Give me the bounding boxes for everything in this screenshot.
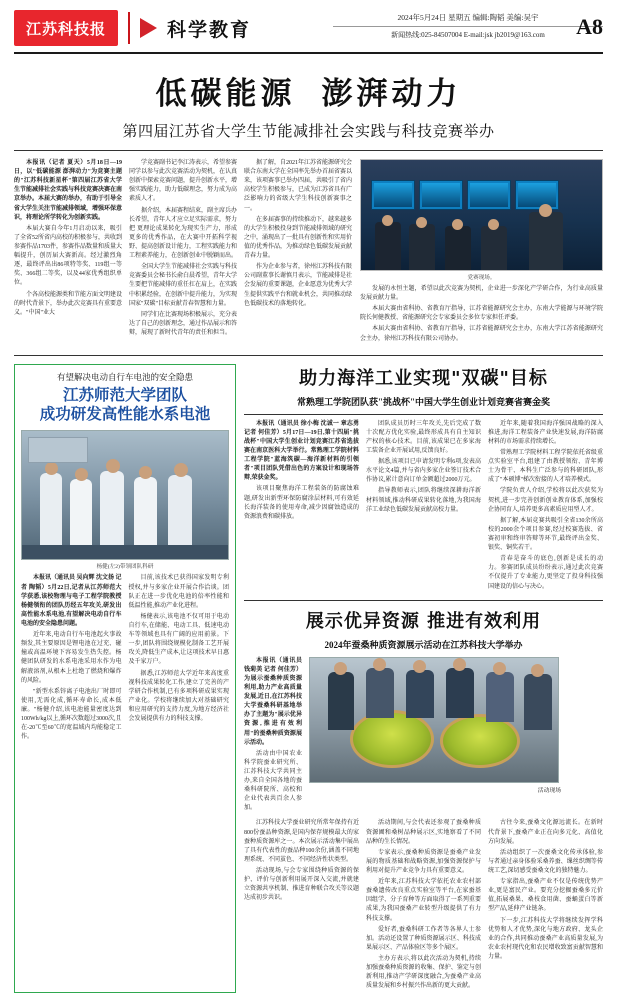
divider-rule (14, 150, 603, 151)
lead-headline-part2: 澎湃动力 (321, 76, 462, 112)
silkworm-title: 展示优异资源 推进有效利用 (305, 610, 542, 632)
lead-headline-block (14, 68, 603, 141)
marine-title: 助力海洋工业实现"双碳"目标 (299, 367, 548, 389)
battery-col-1 (21, 574, 122, 744)
section-title: 科学教育 (167, 19, 252, 41)
paragraph: 该项目聚焦海洋工程装备的防腐蚀难题,研发出新型环保防腐涂层材料,可有效延长海洋装备的使用寿命,减少因腐蚀造成的资源浪费和碳排放。 (244, 486, 359, 520)
battery-title-line1: 江苏师范大学团队 (62, 385, 187, 404)
masthead-divider (128, 12, 130, 44)
divider-rule-4 (244, 600, 603, 601)
lead-headline-part1: 低碳能源 (155, 76, 296, 112)
lead-story-text-columns (14, 159, 352, 346)
marine-subtitle: 常熟理工学院团队获"挑战杯"中国大学生创业计划竞赛省赛金奖 (297, 396, 550, 407)
paragraph: 同学们在比赛现场积极展示，充分表达了自己的创新理念，通过作品展示和答辩，展现了新时代青年的责任和担当。 (129, 311, 238, 336)
middle-section (14, 364, 603, 993)
paragraph: 据了解,本届竞赛共吸引全省130余所高校的2000余个项目参赛,经过校赛选拔、省赛初审和终审答辩等环节,最终评出金奖、银奖、铜奖若干。 (488, 517, 603, 552)
paragraph: 指导教师表示,团队将继续深耕海洋新材料领域,推动科研成果转化落地,为我国海洋工业绿色低碳发展贡献高校力量。 (366, 488, 481, 513)
silkworm-story (244, 607, 603, 993)
paragraph: 个各高校能源类和节能方面文明建设的时代背景下，举办此次竞赛具有重要意义。"中国"业大 (14, 291, 123, 316)
silkworm-col-b (366, 819, 481, 993)
lead-story-photos (360, 159, 603, 346)
paragraph: 据介绍，本届赛程结束，副主席兵办长希望，青年人才应立足实际需求，努力把 更理论成果转化为现实生产力，形成更多的优秀作品，在大赛中开拓科学视野、提高创新设计能力，工程实践能力和工程素养能力，在创新创业中脱颖而出。 (129, 207, 238, 260)
triangle-icon (140, 18, 157, 38)
silkworm-byline: 本报讯（通讯员 钱菊美 记者 何佳芳）为展示蚕桑种质资源利用,助力产业高质量发展,近日,在江苏科技大学蚕桑科研基地举办了主题为"展示优异资源,推进有效利用"的蚕桑种质资源展示活动。 (244, 657, 302, 746)
paragraph: 学院负责人介绍,学校将以此次获奖为契机,进一步完善创新创业教育体系,加强校企协同育人,培养更多高素质应用型人才。 (488, 488, 603, 513)
page-number (576, 14, 603, 40)
paragraph: 青春是奋斗的底色,创新是成长的动力。参赛团队成员纷纷表示,通过此次竞赛不仅提升了专业能力,更坚定了投身科技强国建设的信心与决心。 (488, 556, 603, 590)
lead-headline (14, 68, 603, 113)
paragraph: 常熟理工学院材料工程学院依托省级重点实验室平台,组建了由教授领衔、青年博士为骨干、本科生广泛参与的科研团队,形成了"本硕博"梯次衔接的人才培养模式。 (488, 449, 603, 484)
paragraph: 近年来,江苏科技大学依托农业农村部蚕桑遗传改良重点实验室等平台,在家蚕基因组学、分子育种等方面取得了一系列重要成果,为我国蚕桑产业转型升级提供了有力科技支撑。 (366, 879, 481, 922)
silkworm-photo-caption: 活动现场 (537, 787, 561, 794)
battery-col-2 (129, 574, 230, 744)
paragraph: 近年来,电动自行车电池起火事故频发,其主要原因是锂电池在过充、碰撞或高温环境下容易发生热失控。杨健团队研发的水系电池采用水作为电解液溶剂,从根本上杜绝了燃烧和爆炸的风险。 (21, 632, 122, 684)
masthead-left (14, 10, 251, 46)
laboratory-photo (21, 430, 229, 560)
paragraph: 全国大学生节能减排社会实践与科技竞赛委员会秘书长俞白晨希望，青年大学生要把节能减排的重任扛在肩上，在实践中积累经验，在创新中提升能力，为实现国家"双碳"目标贡献青春智慧和力量。 (129, 264, 238, 307)
page-label: A (576, 14, 592, 39)
silkworm-col-1 (244, 657, 302, 816)
silkworm-photo (309, 657, 559, 783)
contact-line: 新闻热线:025-84507004 E-mail:jsk jb2019@163.com (391, 31, 545, 39)
silkworm-col-c (488, 819, 603, 993)
marine-col-1 (244, 420, 359, 594)
lead-col-2 (129, 159, 237, 340)
paragraph: 专家表示,蚕桑种质资源是蚕桑产业发展的物质基础和战略资源,加强资源保护与利用对提升产业竞争力具有重要意义。 (366, 849, 481, 875)
right-stack (244, 364, 603, 993)
lead-col-3 (244, 159, 352, 340)
silkworm-subtitle: 2024年蚕桑种质资源展示活动在江苏科技大学举办 (324, 639, 523, 650)
paragraph: 学竞赛副书记李江涛表示，希望参赛同学以参与此次竞赛活动为契机，在认真创新中探索竞赛问题，提升创新水平，增强实践能力，助力低碳理念，努力成为高素质人才。 (129, 160, 238, 203)
battery-kicker: 有望解决电动自行车电池的安全隐患 (56, 371, 193, 382)
page-number-value: 8 (592, 14, 603, 39)
photo-caption-main: 党赛现场。 (467, 275, 496, 281)
paragraph: 近年来,随着我国海洋强国战略的深入推进,海洋工程装备产业快速发展,海洋防腐材料的市场需求持续增长。 (488, 420, 603, 445)
photo-caption-sub (360, 325, 603, 343)
battery-photo-caption: 杨健(左2)带领团队科研 (96, 564, 154, 571)
lead-col-1 (14, 159, 122, 340)
lead-paragraph: 本报讯（记者 夏天）5月18日—19日，以"低碳能源 澎湃动力"为竞赛主题的"江苏科技新星杯"第四届江苏省大学生节能减排社会实践与科技竞赛决赛在南京举办。本届大赛的举办，有助于引导全省大学生关注节能减排领域，增强环保意识，将理论所学转化为创新实践。 (14, 160, 123, 221)
masthead (14, 10, 603, 54)
divider-rule-2 (14, 355, 603, 356)
conference-photo (360, 159, 603, 271)
paragraph: 目前,该技术已获得国家发明专利授权,并与多家企业开展合作洽谈。团队正在进一步优化电池的倍率性能和低温性能,推动产业化进程。 (128, 575, 229, 609)
paragraph: 爱好者,蚕桑科研工作者等各界人士参加。活动还设置了种质资源展示区、科技成果展示区、产品体验区等多个展区。 (366, 926, 481, 951)
divider-rule-3 (244, 414, 603, 415)
battery-title-line2: 成功研发高性能水系电池 (39, 405, 211, 424)
publication-logo-text: 江苏科技报 (25, 19, 106, 38)
paragraph: 据了解，自2021年江苏省能源研究会联合东南大学在全国率先举办首届省赛以来，该项赛事已举办四届，共吸引了省内高校学生积极参与，已成为江苏省具有广泛影响力的省级大学生科技创新赛事之一。 (244, 160, 353, 212)
paragraph: 活动由中国农业科学院蚕业研究所、江苏科技大学共同主办,来自全国各地的蚕桑科研院所、高校和企业代表共百余人参加。 (244, 750, 302, 812)
paragraph: 活动期间,与会代表还参观了蚕桑种质资源圃和桑树品种展示区,实地察看了不同品种的生长情况。 (366, 820, 481, 845)
paragraph: 活动现场,与会专家围绕种质资源的保护、评价与创新利用展开深入交流,并就建立资源共享机制、推进育种联合攻关等议题达成初步共识。 (244, 868, 359, 902)
paragraph: 团队成员历时三年攻关,先后完成了数十次配方优化实验,最终形成具有自主知识产权的核心技术。目前,该成果已在多家海工装备企业开展试用,反馈良好。 (366, 420, 481, 454)
paragraph: 本届大赛自今年1月启动以来，吸引了全省52所省内高校的积极参与，共收到参赛作品1703件，参赛作品数量和质量大幅提升，创历届大赛新高。经过激烈角逐，最终评出出86项特等奖、119组一等奖、366组二等奖，以及44家优秀组织单位。 (14, 225, 123, 287)
paragraph: 杨健表示,该电池不仅可用于电动自行车,在储能、电动工具、低速电动车等领域也具有广阔的应用前景。下一步,团队将围绕规模化制备工艺开展攻关,降低生产成本,让这项技术早日惠及千家万户。 (128, 613, 229, 666)
battery-title (21, 386, 229, 425)
paragraph: 发展的永恒主题，希望以此次竞赛为契机，企业进一步深化产学研合作，为行业高质量发展贡献力量。 (360, 286, 603, 302)
paragraph: 作为企业参与者，徐州江苏科技有限公司副董事长谢慎月表示，节能减排是社会发展的重要课题，企业愿意为优秀大学生提供实践平台和就业机会，共同推动绿色低碳技术的落地转化。 (244, 264, 353, 307)
paragraph: 本届大赛由省科协、省教育厅指导，江苏省能源研究会主办，东南大学江苏省能源研究会主办，徐州江苏科技有限公司协办。 (360, 326, 603, 342)
paragraph: 古往今来,蚕桑文化源远流长。在新时代背景下,蚕桑产业正在向多元化、高值化方向发展。 (488, 820, 603, 845)
marine-col-3 (488, 420, 603, 594)
paragraph: 下一步,江苏科技大学将继续发挥学科优势和人才优势,深化与地方政府、龙头企业的合作,共同推动蚕桑产业高质量发展,为农业农村现代化和农民增收致富贡献智慧和力量。 (488, 917, 603, 961)
marine-col-2 (366, 420, 481, 594)
paragraph: 据悉,该项目已申请发明专利6项,发表高水平论文4篇,并与省内多家企业签订技术合作协议,累计意向订单金额超过2000万元。 (366, 459, 481, 484)
issue-date: 2024年5月24日 星期五 编辑:陶韬 美编:吴宇 (333, 12, 603, 27)
lead-story-section (14, 159, 603, 346)
battery-byline: 本报讯（通讯员 吴向辉 沈文扬 记者 陶韬）5月22日,记者从江苏师范大学获悉,该校物理与电子工程学院教授杨健领衔的团队历经五年攻关,研发出高性能水系电池,有望解决电动自行车电池的安全隐患问题。 (21, 575, 122, 627)
paragraph: 在多届赛事的持续推动下，越来越多的大学生积极投身到节能减排领域的研究之中，涌现出了一批具有创新性和实用价值的优秀作品，为推动绿色低碳发展贡献青春力量。 (244, 216, 353, 260)
marine-story (244, 364, 603, 594)
lead-right-text (360, 285, 603, 323)
paragraph: 本届大赛由省科协、省教育厅指导，江苏省能源研究会主办，东南大学能源与环境学院院长何健教授、省能源研究会专家委员会多位专家担任评委。 (360, 306, 603, 322)
battery-story-box (14, 364, 236, 993)
silkworm-photo-block (309, 657, 561, 816)
publication-logo (14, 10, 118, 46)
silkworm-col-a (244, 819, 359, 993)
lead-subheadline: 第四届江苏省大学生节能减排社会实践与科技竞赛举办 (122, 124, 495, 140)
paragraph: 主办方表示,将以此次活动为契机,持续加强蚕桑种质资源的收集、保护、鉴定与创新利用,推动产学研深度融合,为蚕桑产业高质量发展和乡村振兴作出新的更大贡献。 (366, 956, 481, 990)
masthead-right (333, 10, 603, 40)
paragraph: 据悉,江苏师范大学近年来高度重视科技成果转化工作,建立了完善的产学研合作机制,已有多项科研成果实现产业化。学校将继续加大对基础研究和应用研究的支持力度,为地方经济社会发展提供有力的科技支撑。 (128, 670, 229, 723)
paragraph: 专家指出,蚕桑产业不仅是传统优势产业,更是富民产业。要充分挖掘蚕桑多元价值,拓展桑果、桑枝食用菌、蚕蛹蛋白等新型产品,延伸产业链条。 (488, 879, 603, 913)
paragraph: "新型水系锌离子电池出厂时即可使用,无需化成,循环寿命长,成本低廉。"杨健介绍,该电池能量密度达到100Wh/kg以上,循环次数超过3000次,且在-20℃至60℃的宽温域内均能稳定工作。 (21, 688, 122, 741)
paragraph: 活动组织了一次蚕桑文化传承体验,参与者通过亲身体验采桑养蚕、缫丝织绸等传统工艺,深切感受蚕桑文化的独特魅力。 (488, 849, 603, 875)
marine-byline: 本报讯（通讯员 徐小梅 沈诚一 章志勇 记者 何佳芳）5月17日—19日,第十四届"挑战杯"中国大学生创业计划竞赛江苏省选拔赛在南京医科大学举行。常熟理工学院材料工程学院"蓝海筑碳—海洋新材料的引领者"项目团队凭借出色的方案设计和现场答辩,荣获金奖。 (244, 420, 359, 482)
paragraph: 江苏科技大学蚕业研究所常年保持有近800份蚕品种资源,是国内保存规模最大的家蚕种质资源库之一。本次展示活动集中展出了具有代表性的蚕品种100余份,涵盖不同地理系统、不同茧色、不同经济性状类型。 (244, 820, 359, 863)
